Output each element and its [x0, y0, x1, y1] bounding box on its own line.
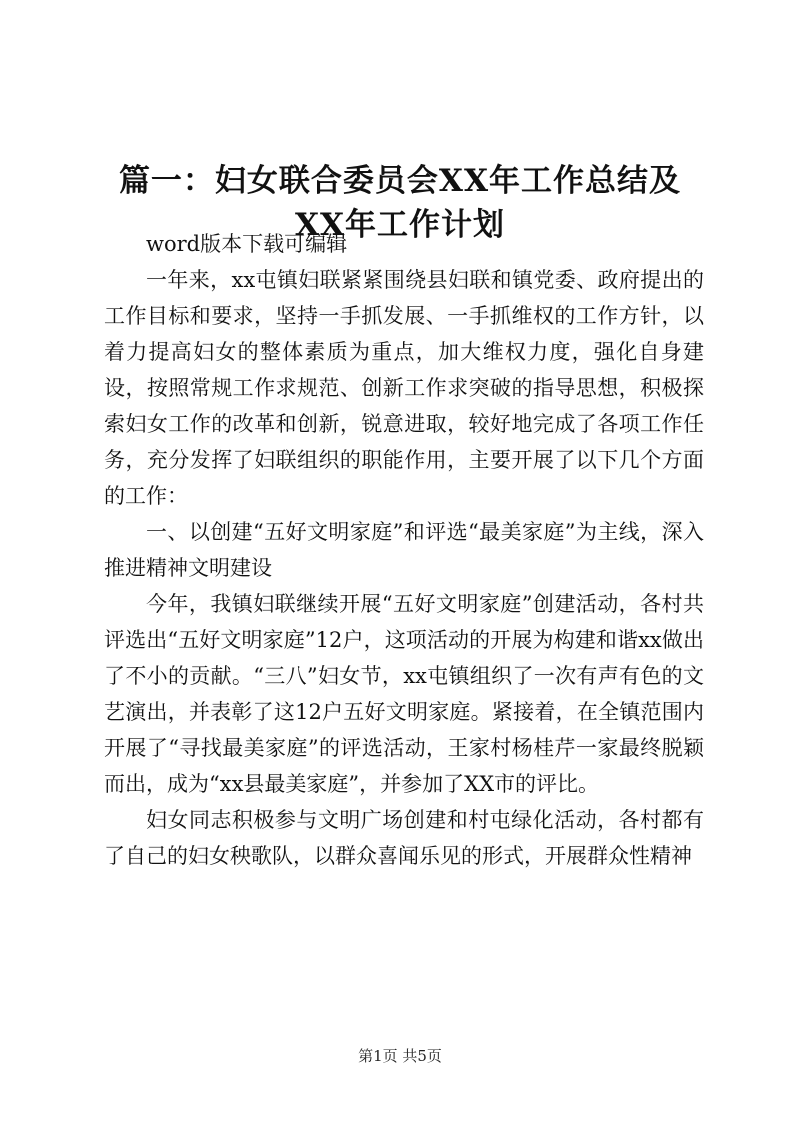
body-paragraph: 今年，我镇妇联继续开展“五好文明家庭”创建活动，各村共评选出“五好文明家庭”12户，这项活动的开展为构建和谐xx做出了不小的贡献。“三八”妇女节，xx屯镇组织了一次有声有色的文艺演出，并表彰了这12户五好文明家庭。紧接着，在全镇范围内开展了“寻找最美家庭”的评选活动，王家村杨桂芹一家最终脱颖而出，成为“xx县最美家庭”，并参加了XX市的评比。: [104, 592, 704, 796]
page-footer: 第1页 共5页: [358, 1047, 442, 1065]
body-paragraph: 一年来，xx屯镇妇联紧紧围绕县妇联和镇党委、政府提出的工作目标和要求，坚持一手抓发展、一手抓维权的工作方针，以着力提高妇女的整体素质为重点，加大维权力度，强化自身建设，按照常规工作求规范、创新工作求突破的指导思想，积极探索妇女工作的改革和创新，锐意进取，较好地完成了各项工作任务，充分发挥了妇联组织的职能作用，主要开展了以下几个方面的工作：: [104, 268, 704, 508]
document-title: 篇一：妇女联合委员会XX年工作总结及XX年工作计划: [118, 162, 682, 243]
document-body: [104, 226, 704, 874]
download-note: word版本下载可编辑: [146, 232, 348, 256]
body-paragraph: 妇女同志积极参与文明广场创建和村屯绿化活动，各村都有了自己的妇女秧歌队，以群众喜闻乐见的形式，开展群众性精神: [104, 808, 704, 868]
section-heading: 一、以创建“五好文明家庭”和评选“最美家庭”为主线，深入推进精神文明建设: [104, 520, 704, 580]
